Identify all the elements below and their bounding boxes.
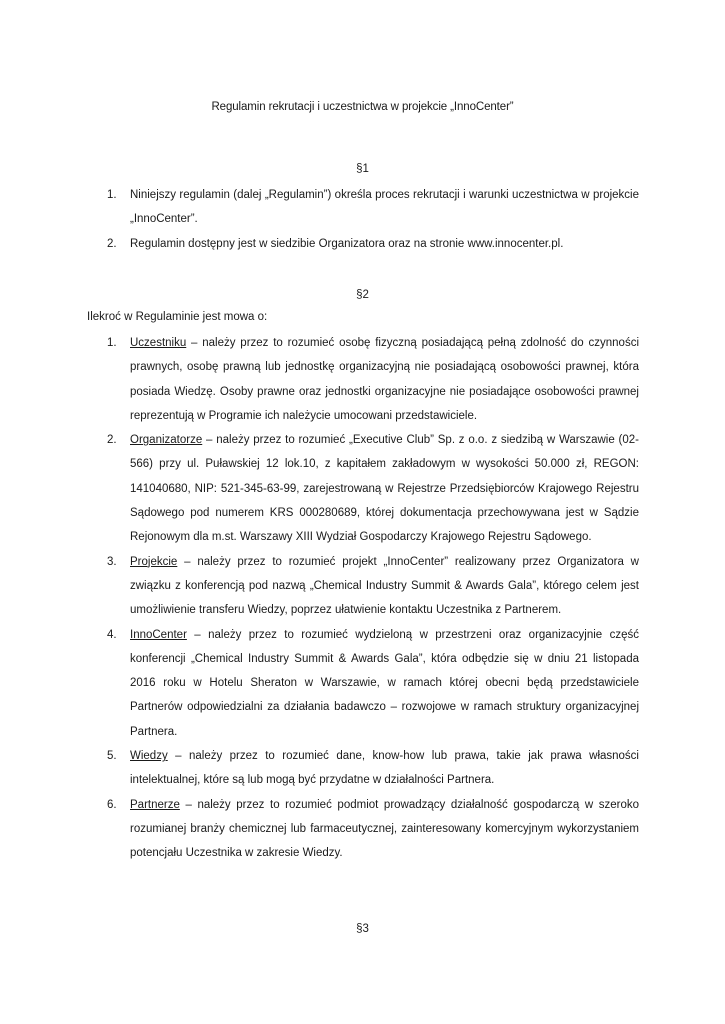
definition-text: – należy przez to rozumieć wydzieloną w przestrzeni oraz organizacyjnie część konferencji „Chemical Industry Summit & Awards Gala”, która odbędzie się w dniu 21 listopada 2016 roku w Hotelu Sheraton w Warszawie, w ramach której obecni będą przedstawiciele Partnerów odpowiedzialni za działania badawczo – rozwojowe w ramach struktury organizacyjnej Partnera. [130, 628, 639, 738]
item-text: Regulamin dostępny jest w siedzibie Organizatora oraz na stronie www.innocenter.pl. [130, 237, 564, 250]
definition-term: InnoCenter [130, 628, 187, 641]
item-text: Niniejszy regulamin (dalej „Regulamin”) określa proces rekrutacji i warunki uczestnictwa w projekcie „InnoCenter”. [130, 189, 639, 226]
list-item [107, 744, 639, 793]
section-2-intro: Ilekroć w Regulaminie jest mowa o: [87, 311, 268, 323]
section-2-list [107, 331, 639, 866]
item-number: 2. [107, 237, 117, 250]
list-item [107, 331, 639, 428]
definition-term: Uczestniku [130, 337, 187, 349]
list-item [107, 550, 639, 623]
definition-term: Wiedzy [130, 750, 168, 763]
list-item [107, 623, 639, 744]
item-number: 1. [107, 189, 117, 201]
definition-text: – należy przez to rozumieć „Executive Club” Sp. z o.o. z siedzibą w Warszawie (02-566) przy ul. Puławskiej 12 lok.10, z kapitałem zakładowym w wysokości 50.000 zł, REGON: 141040680, NIP: 521-345-63-99, zarejestrowaną w Rejestrze Przedsiębiorców Krajowego Rejestru Sądowego pod numerem KRS 000280689, której dokumentacja przechowywana jest w Sądzie Rejonowym dla m.st. Warszawy XIII Wydział Gospodarczy Krajowego Rejestru Sądowego. [130, 434, 639, 544]
definition-text: – należy przez to rozumieć podmiot prowadzący działalność gospodarczą w szeroko rozumianej branży chemicznej lub farmaceutycznej, zainteresowany komercyjnym wykorzystaniem potencjału Uczestnika w zakresie Wiedzy. [130, 798, 639, 860]
list-item [107, 793, 639, 866]
item-number: 6. [107, 798, 117, 811]
section-3-heading: §3 [356, 923, 369, 935]
item-number: 5. [107, 750, 117, 763]
list-item [107, 183, 639, 232]
section-2-heading: §2 [356, 289, 369, 301]
list-item [107, 232, 639, 256]
item-number: 4. [107, 628, 117, 641]
list-item [107, 428, 639, 549]
document-title: Regulamin rekrutacji i uczestnictwa w projekcie „InnoCenter” [211, 101, 514, 113]
item-number: 1. [107, 337, 117, 349]
item-number: 2. [107, 434, 117, 447]
definition-term: Projekcie [130, 555, 178, 568]
definition-term: Organizatorze [130, 434, 203, 447]
definition-term: Partnerze [130, 798, 180, 811]
definition-text: – należy przez to rozumieć dane, know-how lub prawa, takie jak prawa własności intelektualnej, które są lub mogą być przydatne w działalności Partnera. [130, 750, 639, 787]
definition-text: – należy przez to rozumieć projekt „InnoCenter” realizowany przez Organizatora w związku z konferencją pod nazwą „Chemical Industry Summit & Awards Gala”, którego celem jest umożliwienie transferu Wiedzy, poprzez ułatwienie kontaktu Uczestnika z Partnerem. [130, 555, 639, 617]
item-number: 3. [107, 555, 117, 568]
section-1-heading: §1 [356, 163, 369, 175]
section-1-list [107, 183, 639, 256]
definition-text: – należy przez to rozumieć osobę fizyczną posiadającą pełną zdolność do czynności prawnych, osobę prawną lub jednostkę organizacyjną nie posiadającą osobowości prawnej, która posiada Wiedzę. Osoby prawne oraz jednostki organizacyjne nie posiadające osobowości prawnej reprezentują w Programie ich należycie umocowani przedstawiciele. [130, 337, 639, 422]
